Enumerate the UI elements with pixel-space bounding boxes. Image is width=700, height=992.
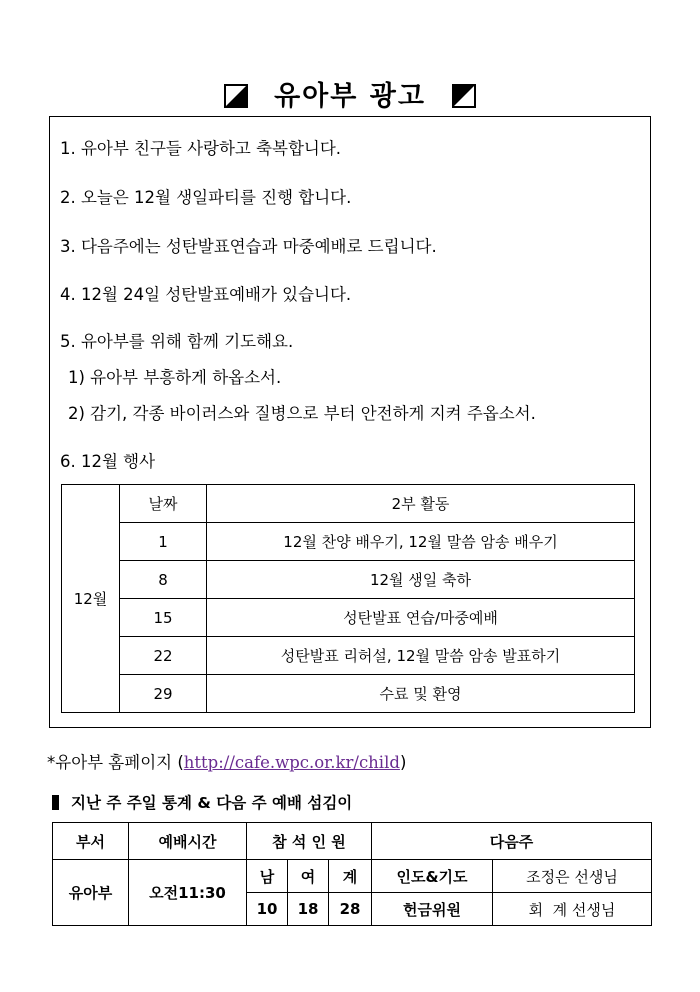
date-cell: 1: [120, 523, 207, 561]
homepage-prefix: *유아부 홈페이지 (: [47, 753, 184, 772]
stats-heading-text: 지난 주 주일 통계 & 다음 주 예배 섬김이: [71, 794, 353, 812]
homepage-suffix: ): [399, 753, 407, 772]
time-cell: 오전11:30: [129, 860, 247, 926]
table-row: [62, 485, 635, 523]
activity-cell: 수료 및 환영: [207, 675, 635, 713]
count-cell: 28: [329, 893, 372, 926]
announcement-item: 3. 다음주에는 성탄발표연습과 마중예배로 드립니다.: [60, 237, 437, 256]
homepage-link[interactable]: http://cafe.wpc.or.kr/child: [183, 753, 400, 772]
date-cell: 22: [120, 637, 207, 675]
column-header: 부서: [53, 823, 129, 860]
stats-heading: [52, 791, 352, 813]
column-header: 2부 활동: [207, 485, 635, 523]
month-cell: 12월: [62, 485, 120, 713]
table-row: [53, 823, 652, 860]
events-table: [61, 484, 635, 713]
prayer-item: 2) 감기, 각종 바이러스와 질병으로 부터 안전하게 지켜 주옵소서.: [68, 404, 536, 423]
events-heading: 6. 12월 행사: [60, 452, 156, 471]
activity-cell: 성탄발표 연습/마중예배: [207, 599, 635, 637]
activity-cell: 성탄발표 리허설, 12월 말씀 암송 발표하기: [207, 637, 635, 675]
table-row: [53, 860, 652, 893]
column-header: 다음주: [372, 823, 652, 860]
date-cell: 15: [120, 599, 207, 637]
count-cell: 10: [247, 893, 288, 926]
role-cell: 인도&기도: [372, 860, 493, 893]
activity-cell: 12월 찬양 배우기, 12월 말씀 암송 배우기: [207, 523, 635, 561]
announcement-item: 2. 오늘은 12월 생일파티를 진행 합니다.: [60, 188, 352, 207]
homepage-note: [47, 749, 406, 773]
dept-cell: 유아부: [53, 860, 129, 926]
page-title: [0, 74, 700, 113]
role-cell: 헌금위원: [372, 893, 493, 926]
person-cell: 조정은 선생님: [493, 860, 652, 893]
date-cell: 29: [120, 675, 207, 713]
date-cell: 8: [120, 561, 207, 599]
half-square-icon: [224, 84, 248, 108]
square-bullet-icon: [52, 795, 59, 810]
half-square-icon: [452, 84, 476, 108]
announcement-item: 5. 유아부를 위해 함께 기도해요.: [60, 332, 294, 351]
announcement-item: 1. 유아부 친구들 사랑하고 축복합니다.: [60, 139, 342, 158]
table-row: [62, 599, 635, 637]
column-header: 참 석 인 원: [247, 823, 372, 860]
column-header: 예배시간: [129, 823, 247, 860]
table-row: [62, 523, 635, 561]
column-header: 여: [288, 860, 329, 893]
table-row: [62, 637, 635, 675]
activity-cell: 12월 생일 축하: [207, 561, 635, 599]
count-cell: 18: [288, 893, 329, 926]
announcement-item: 4. 12월 24일 성탄발표예배가 있습니다.: [60, 285, 352, 304]
title-text: 유아부 광고: [274, 81, 426, 112]
table-row: [62, 561, 635, 599]
table-row: [62, 675, 635, 713]
stats-table: [52, 822, 652, 926]
prayer-item: 1) 유아부 부흥하게 하옵소서.: [68, 368, 282, 387]
person-cell: 회 계 선생님: [493, 893, 652, 926]
column-header: 계: [329, 860, 372, 893]
column-header: 남: [247, 860, 288, 893]
column-header: 날짜: [120, 485, 207, 523]
